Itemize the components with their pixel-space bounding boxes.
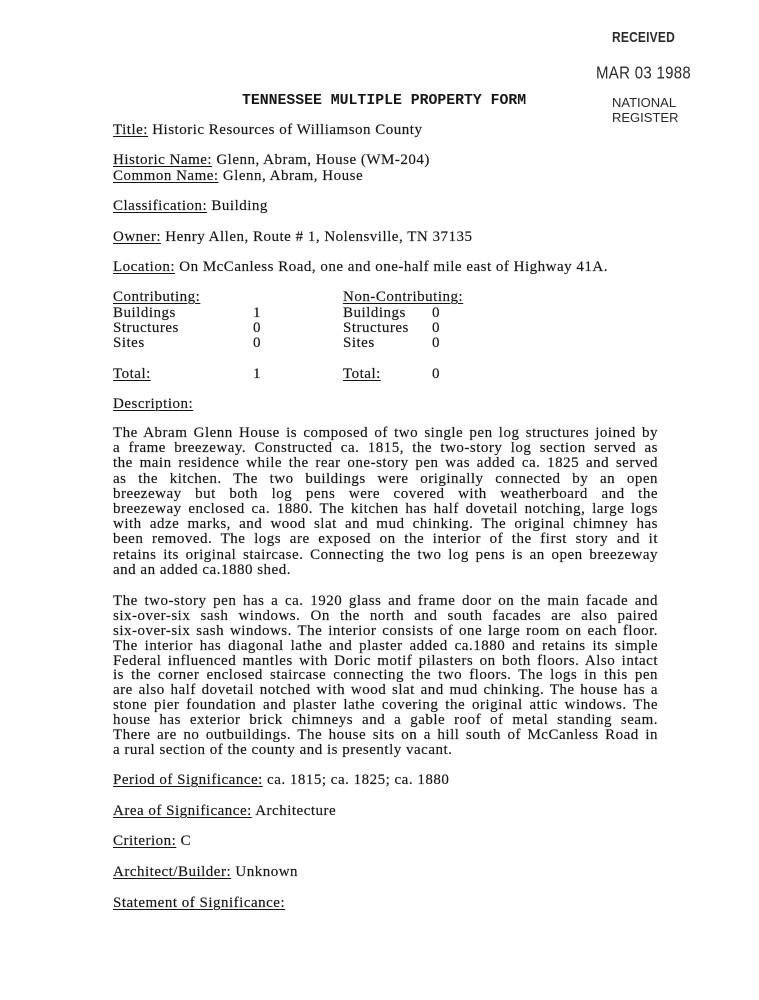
non-contributing-structures-count: 0 xyxy=(432,320,440,336)
contributing-sites-count: 0 xyxy=(253,335,261,351)
paragraph-line: The Abram Glenn House is composed of two single pen log structures joined by xyxy=(113,426,658,441)
paragraph-line: six-over-six sash windows. On the north and south facades are also paired xyxy=(113,608,658,624)
architect-value: Unknown xyxy=(235,864,299,880)
paragraph-line: house has exterior brick chimneys and a gable roof of metal standing seam. xyxy=(113,713,658,729)
paragraph-line: The interior has diagonal lathe and plaster added ca.1880 and retains its simple xyxy=(113,638,658,654)
field-title xyxy=(113,122,422,138)
field-location xyxy=(113,259,608,275)
period-label: Period of Significance: xyxy=(113,772,263,788)
description-label: Description: xyxy=(113,396,194,412)
contributing-total-label: Total: xyxy=(113,366,151,382)
paragraph-line: is the corner enclosed staircase connecting the two floors. The logs in this pen xyxy=(113,668,658,684)
non-contributing-total-label: Total: xyxy=(343,366,381,382)
field-historic-name xyxy=(113,152,430,168)
architect-label: Architect/Builder: xyxy=(113,864,232,880)
stamp-received-text: RECEIVED xyxy=(612,28,675,46)
non-contributing-buildings-count: 0 xyxy=(432,305,440,321)
stamp-date: MAR 03 1988 xyxy=(596,63,692,84)
non-contributing-total-count: 0 xyxy=(432,366,440,382)
non-contributing-sites-label: Sites xyxy=(343,335,375,351)
field-classification-label: Classification: xyxy=(113,198,208,214)
field-historic-name-label: Historic Name: xyxy=(113,152,213,168)
paragraph-line: a rural section of the county and is presently vacant. xyxy=(113,742,453,758)
field-title-value: Historic Resources of Williamson County xyxy=(152,122,423,138)
field-historic-name-value: Glenn, Abram, House (WM-204) xyxy=(216,152,430,168)
period-value: ca. 1815; ca. 1825; ca. 1880 xyxy=(267,772,450,788)
contributing-buildings-count: 1 xyxy=(253,305,261,321)
field-common-name-label: Common Name: xyxy=(113,168,219,184)
non-contributing-heading: Non-Contributing: xyxy=(343,289,464,305)
field-owner-label: Owner: xyxy=(113,229,161,245)
field-classification-value: Building xyxy=(211,198,268,214)
paragraph-line: six-over-six sash windows. The interior consists of one large room on each floor. xyxy=(113,623,658,639)
paragraph-line: Federal influenced mantles with Doric motif pilasters on both floors. Also intact xyxy=(113,653,658,669)
contributing-heading: Contributing: xyxy=(113,289,201,305)
paragraph-line: There are no outbuildings. The house sits on a hill south of McCanless Road in xyxy=(113,728,658,743)
field-location-label: Location: xyxy=(113,259,175,275)
paragraph-line: The two-story pen has a ca. 1920 glass and frame door on the main facade and xyxy=(113,594,658,609)
statement-label: Statement of Significance: xyxy=(113,895,286,911)
field-location-value: On McCanless Road, one and one-half mile east of Highway 41A. xyxy=(179,259,608,275)
non-contributing-buildings-label: Buildings xyxy=(343,305,406,321)
paragraph-line: breezeway but both log pens were covered with weatherboard and the xyxy=(113,486,658,502)
field-classification xyxy=(113,198,268,214)
area-value: Architecture xyxy=(255,803,337,819)
paragraph-line: stone pier foundation and plaster lathe covering the original attic windows. The xyxy=(113,698,658,714)
paragraph-line: are also half dovetail notched with wood slat and mud chinking. The house has a xyxy=(113,683,658,699)
criterion-label: Criterion: xyxy=(113,833,177,849)
field-statement-of-significance xyxy=(113,895,285,911)
field-period-of-significance xyxy=(113,772,449,788)
field-architect-builder xyxy=(113,864,298,880)
contributing-total-count: 1 xyxy=(253,366,261,382)
description-paragraph xyxy=(113,594,658,758)
criterion-value: C xyxy=(180,833,192,849)
description-heading xyxy=(113,396,193,412)
form-title: TENNESSEE MULTIPLE PROPERTY FORM xyxy=(242,93,527,109)
stamp-register: REGISTER xyxy=(612,110,679,125)
field-title-label: Title: xyxy=(113,122,148,138)
field-criterion xyxy=(113,833,191,849)
paragraph-line: a frame breezeway. Constructed ca. 1815, the two-story log section served as xyxy=(113,441,658,457)
stamp-national: NATIONAL xyxy=(612,95,677,110)
paragraph-line: retains its original staircase. Connecting the two log pens is an open breezeway xyxy=(113,547,658,563)
paragraph-line: and an added ca.1880 shed. xyxy=(113,562,291,578)
non-contributing-sites-count: 0 xyxy=(432,335,440,351)
description-paragraph xyxy=(113,426,658,578)
paragraph-line: breezeway enclosed ca. 1880. The kitchen has half dovetail notching, large logs xyxy=(113,501,658,517)
contributing-buildings-label: Buildings xyxy=(113,305,176,321)
field-area-of-significance xyxy=(113,803,336,819)
non-contributing-structures-label: Structures xyxy=(343,320,409,336)
paragraph-line: as the kitchen. The two buildings were originally connected by an open xyxy=(113,471,658,487)
field-owner-value: Henry Allen, Route # 1, Nolensville, TN 37135 xyxy=(165,229,473,245)
contributing-structures-label: Structures xyxy=(113,320,179,336)
field-common-name-value: Glenn, Abram, House xyxy=(222,168,364,184)
area-label: Area of Significance: xyxy=(113,803,252,819)
paragraph-line: the main residence while the rear one-story pen was added ca. 1825 and served xyxy=(113,456,658,472)
field-common-name xyxy=(113,168,363,184)
paragraph-line: with adze marks, and wood slat and mud chinking. The original chimney has xyxy=(113,517,658,533)
contributing-structures-count: 0 xyxy=(253,320,261,336)
contributing-sites-label: Sites xyxy=(113,335,145,351)
paragraph-line: been removed. The logs are exposed on the interior of the first story and it xyxy=(113,532,658,548)
field-owner xyxy=(113,229,472,245)
